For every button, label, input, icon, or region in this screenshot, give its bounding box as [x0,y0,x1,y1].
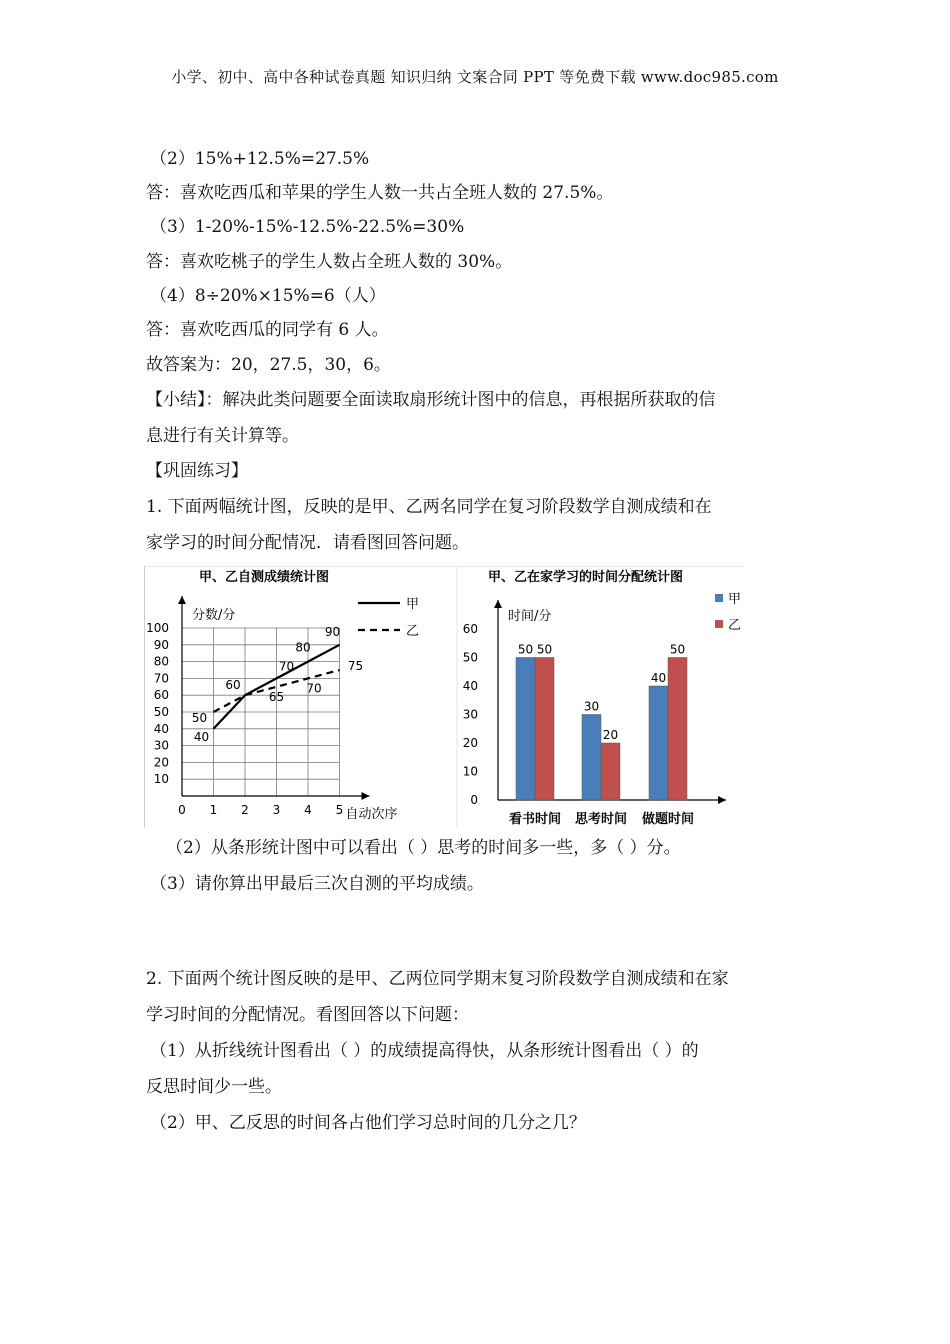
line-chart-title: 甲、乙自测成绩统计图 [199,570,330,585]
bar-chart-y-arrow [494,600,502,608]
line-chart-y-tick-label: 20 [153,755,169,770]
line-yi-data-label: 65 [268,689,285,704]
question-2-sub-1-line-2: 反思时间少一些。 [146,1077,282,1097]
line-chart-y-tick-label: 50 [153,705,169,719]
solution-final-answer: 故答案为：20，27.5，30，6。 [146,355,391,375]
bar-chart-x-arrow [718,796,726,804]
solution-answer-2: 答：喜欢吃西瓜和苹果的学生人数一共占全班人数的 27.5%。 [146,183,614,203]
solution-answer-4: 答：喜欢吃西瓜的同学有 6 人。 [146,320,389,340]
charts-figure [144,566,744,828]
line-chart-y-tick-label: 70 [153,671,169,686]
summary-line-1: 【小结】：解决此类问题要全面读取扇形统计图中的信息，再根据所获取的信 [146,390,716,410]
line-chart-x-tick-label: 3 [272,803,281,817]
question-2-sub-1-line-1: （1）从折线统计图看出（ ）的成绩提高得快，从条形统计图看出（ ）的 [150,1041,699,1061]
line-yi-data-label: 50 [191,711,208,725]
question-1-line-2: 家学习的时间分配情况．请看图回答问题。 [146,533,469,553]
bar-legend-yi-label: 乙 [728,618,742,633]
bar-chart-y-tick-label: 40 [462,679,478,693]
bar-chart-y-tick-label: 10 [462,764,478,779]
practice-title: 【巩固练习】 [146,461,248,481]
bar-chart-y-tick-label: 30 [462,707,478,722]
summary-line-2: 息进行有关计算等。 [146,426,299,446]
bar-chart-y-tick-label: 50 [462,650,478,665]
bar-chart-y-tick-label: 0 [470,793,478,807]
bar-jia-3 [649,686,668,800]
question-2-line-1: 2. 下面两个统计图反映的是甲、乙两位同学期末复习阶段数学自测成绩和在家 [146,969,729,989]
bar-legend-jia-label: 甲 [728,592,742,607]
question-1-sub-3: （3）请你算出甲最后三次自测的平均成绩。 [150,874,484,894]
solution-step-4: （4）8÷20%×15%=6（人） [150,286,386,306]
bar-category-label: 思考时间 [574,812,628,827]
line-jia-data-label: 70 [278,659,295,674]
bar-data-label: 40 [650,671,667,685]
line-chart-y-tick-label: 100 [146,621,169,635]
question-2-sub-2: （2）甲、乙反思的时间各占他们学习总时间的几分之几？ [150,1113,586,1133]
line-chart-y-tick-label: 60 [153,688,169,703]
bar-chart-y-tick-label: 60 [462,622,478,636]
bar-jia-1 [516,658,535,801]
bar-legend-yi-swatch [715,620,723,628]
line-chart [146,569,419,822]
bar-data-label: 30 [583,699,600,714]
bar-data-label: 20 [602,728,619,742]
bar-jia-2 [582,715,601,801]
line-chart-xlabel: 自动次序 [345,807,398,822]
bar-chart-y-tick-label: 20 [462,736,478,750]
line-legend-jia-label: 甲 [406,597,420,612]
line-legend-yi-label: 乙 [406,624,420,639]
question-2-line-2: 学习时间的分配情况。看图回答以下问题： [146,1005,469,1025]
line-chart-y-tick-label: 40 [153,721,169,736]
line-chart-ylabel: 分数/分 [192,608,236,623]
bar-yi-3 [668,658,687,801]
bar-data-label: 50 [669,642,686,657]
bar-data-label: 50 [536,642,553,657]
line-chart-x-tick-label: 1 [209,803,218,817]
question-1-sub-2: （2）从条形统计图中可以看出（ ）思考的时间多一些，多（ ）分。 [166,838,681,858]
bar-yi-2 [601,743,620,800]
bar-chart-title: 甲、乙在家学习的时间分配统计图 [488,570,684,585]
line-chart-y-tick-label: 10 [153,772,169,787]
line-chart-y-tick-label: 90 [153,637,169,652]
bar-category-label: 看书时间 [508,812,562,827]
bar-category-label: 做题时间 [641,812,695,827]
line-jia-data-label: 90 [324,624,341,639]
solution-answer-3: 答：喜欢吃桃子的学生人数占全班人数的 30%。 [146,252,513,272]
line-yi-data-label: 70 [306,681,322,696]
line-chart-y-tick-label: 80 [153,654,169,669]
charts-svg [144,566,744,828]
solution-step-3: （3）1-20%-15%-12.5%-22.5%=30% [150,217,465,237]
line-yi-data-label: 75 [347,659,364,673]
line-chart-x-arrow [362,792,370,800]
line-jia-data-label: 80 [295,640,311,655]
solution-step-2: （2）15%+12.5%=27.5% [150,149,370,169]
bar-chart-ylabel: 时间/分 [508,609,552,624]
bar-data-label: 50 [517,642,534,657]
line-chart-x-tick-label: 5 [335,803,344,817]
line-chart-x-tick-label: 0 [178,803,186,817]
page-header: 小学、初中、高中各种试卷真题 知识归纳 文案合同 PPT 等免费下载 www.doc985.com [171,68,779,86]
line-chart-y-tick-label: 30 [153,738,169,753]
line-chart-y-arrow [178,596,186,604]
question-1-line-1: 1. 下面两幅统计图，反映的是甲、乙两名同学在复习阶段数学自测成绩和在 [146,497,712,517]
bar-legend-jia-swatch [715,594,723,602]
line-jia-data-label: 40 [193,729,210,744]
line-jia-data-label: 60 [225,678,241,693]
line-chart-x-tick-label: 2 [241,803,249,817]
bar-yi-1 [535,658,554,801]
line-chart-x-tick-label: 4 [304,803,312,817]
bar-chart [463,569,741,827]
